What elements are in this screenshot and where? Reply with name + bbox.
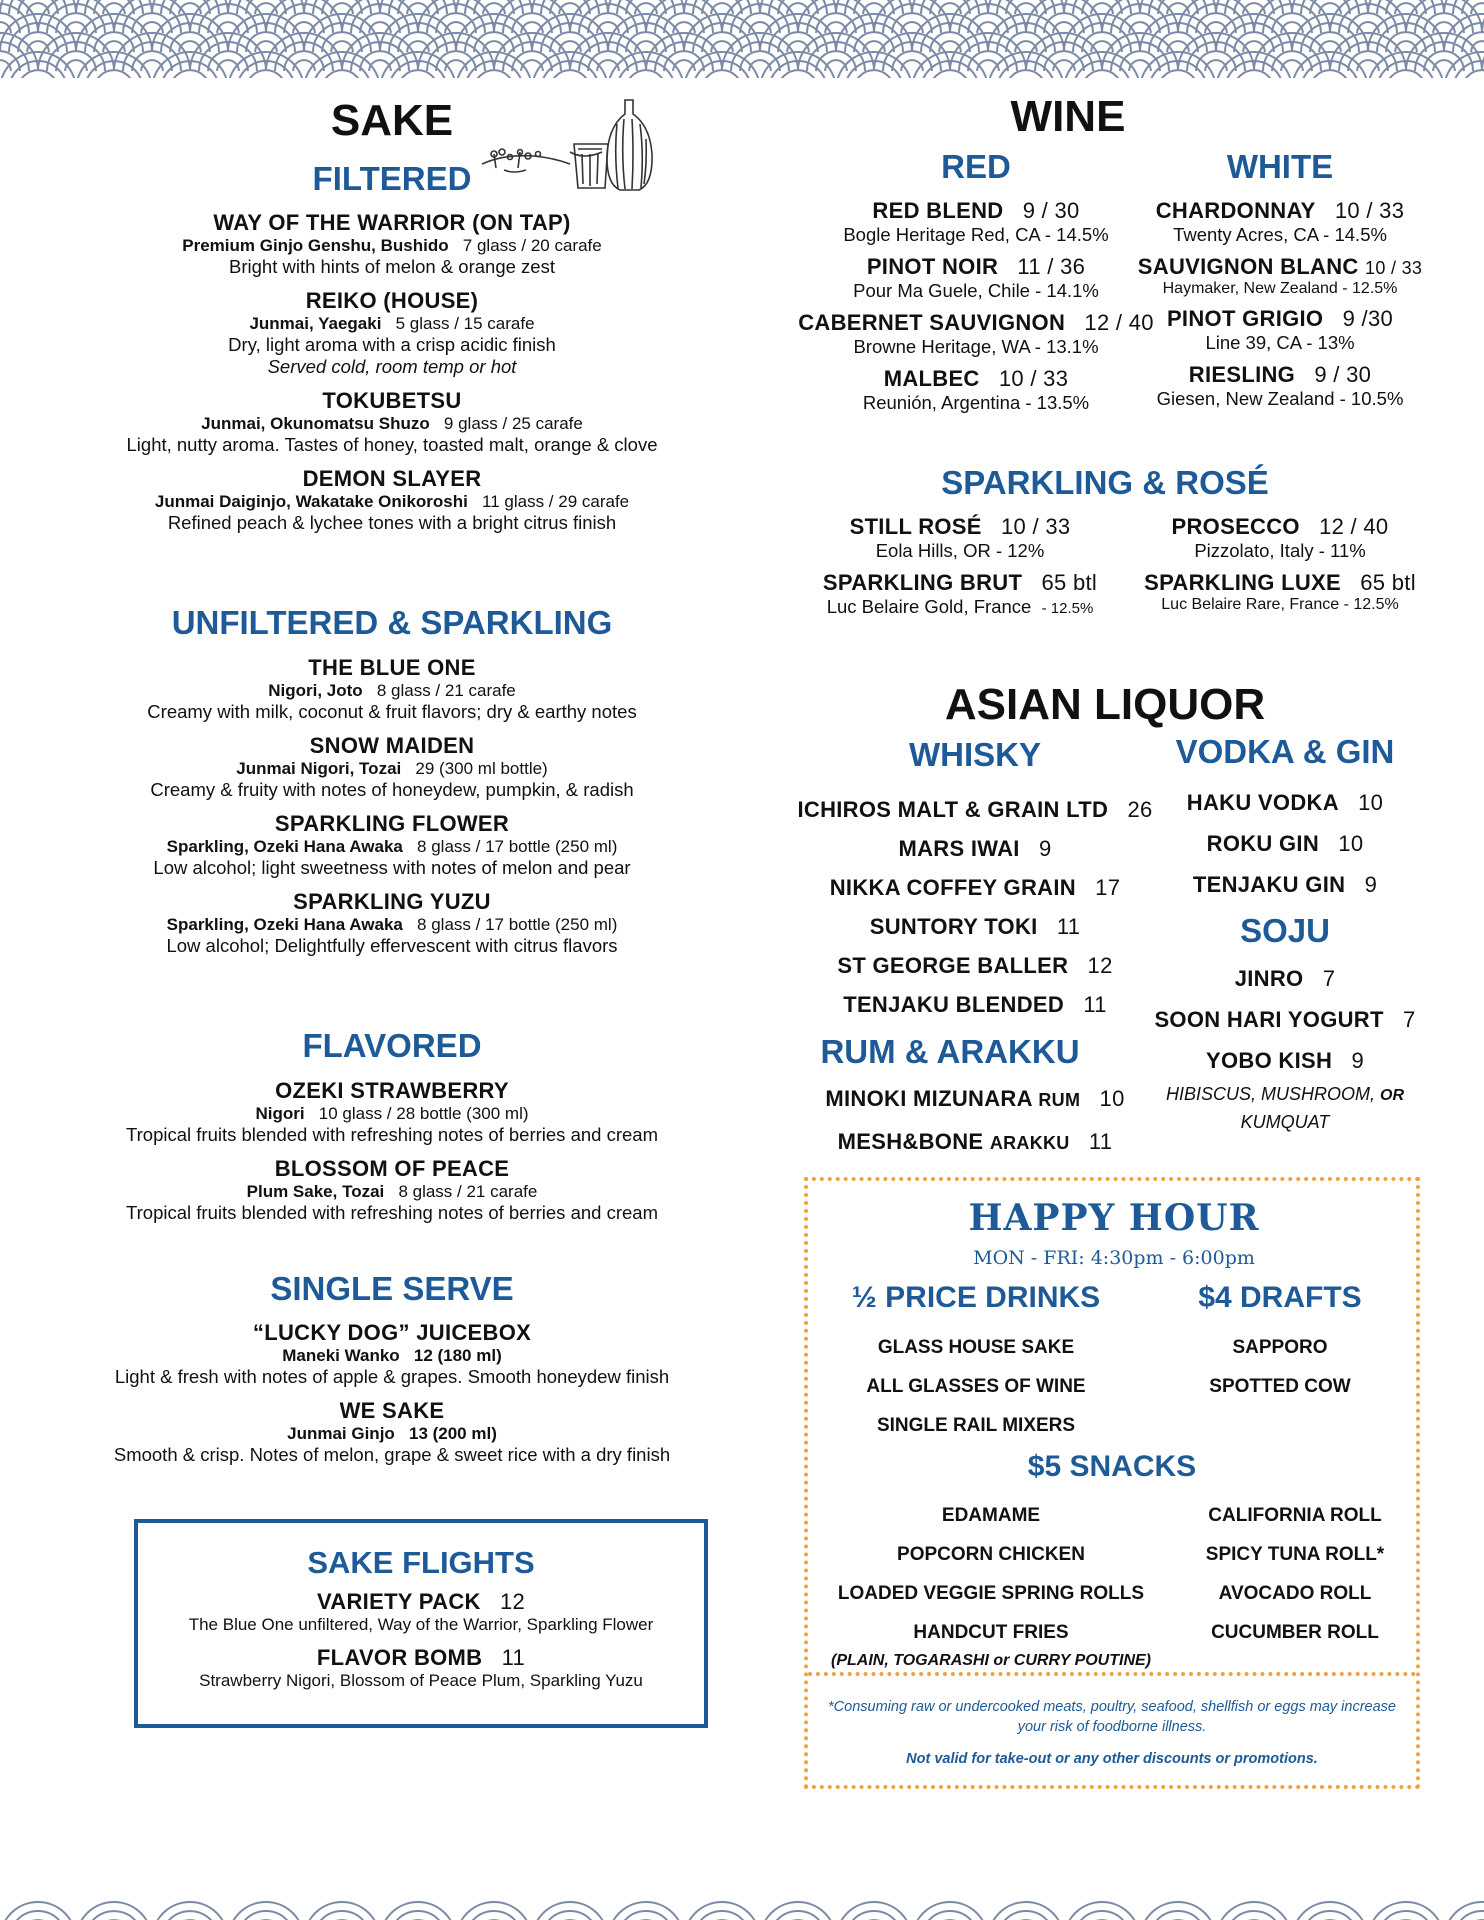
liquor-name: YOBO KISH bbox=[1206, 1048, 1333, 1073]
sake-item bbox=[92, 655, 692, 723]
wine-desc: Pour Ma Guele, Chile - 14.1% bbox=[853, 280, 1099, 301]
sake-item bbox=[72, 1398, 712, 1466]
liquor-price: 17 bbox=[1095, 875, 1121, 900]
item-name: SPARKLING YUZU bbox=[293, 889, 491, 914]
item-desc: Light & fresh with notes of apple & grapes. Smooth honeydew finish bbox=[114, 1366, 670, 1387]
not-valid-note: Not valid for take-out or any other discounts or promotions. bbox=[906, 1751, 1318, 1767]
liquor-name: JINRO bbox=[1234, 966, 1304, 991]
liquor-price: 11 bbox=[1088, 1129, 1113, 1154]
item-name: TOKUBETSU bbox=[322, 388, 462, 413]
sake-bottle-icon bbox=[474, 94, 656, 194]
sake-item bbox=[92, 1078, 692, 1146]
white-list bbox=[1120, 198, 1440, 410]
soju-list bbox=[1150, 958, 1420, 1135]
single-serve-heading: SINGLE SERVE bbox=[270, 1270, 514, 1307]
liquor-type: ARAKKU bbox=[989, 1133, 1070, 1153]
wave-pattern-top bbox=[0, 0, 1484, 78]
wine-price: 9 /30 bbox=[1342, 306, 1394, 331]
sake-item bbox=[92, 811, 692, 879]
wine-desc: Eola Hills, OR - 12% bbox=[875, 540, 1045, 561]
liquor-item bbox=[1150, 782, 1420, 823]
wine-item bbox=[776, 366, 1176, 414]
item-type: Premium Ginjo Genshu, Bushido bbox=[182, 236, 449, 255]
wine-item bbox=[800, 570, 1120, 618]
item-desc: Dry, light aroma with a crisp acidic finish bbox=[228, 334, 556, 355]
soju-flavors-or: OR bbox=[1380, 1087, 1405, 1104]
snacks-heading: $5 SNACKS bbox=[1027, 1450, 1197, 1483]
wine-desc: Giesen, New Zealand - 10.5% bbox=[1156, 388, 1404, 409]
wine-price: 10 / 33 bbox=[1334, 198, 1405, 223]
flavored-list bbox=[92, 1078, 692, 1224]
liquor-name: ROKU GIN bbox=[1206, 831, 1320, 856]
hh-snack: POPCORN CHICKEN bbox=[897, 1544, 1085, 1565]
hh-snack: CALIFORNIA ROLL bbox=[1208, 1505, 1382, 1526]
flight-item bbox=[138, 1589, 704, 1635]
flavored-heading: FLAVORED bbox=[302, 1027, 482, 1064]
wine-desc: Twenty Acres, CA - 14.5% bbox=[1173, 224, 1387, 245]
item-type: Nigori, Joto bbox=[268, 681, 363, 700]
soju-flavors bbox=[1150, 1081, 1420, 1135]
happy-hour-title: HAPPY HOUR bbox=[968, 1197, 1260, 1239]
sake-item bbox=[92, 288, 692, 378]
asian-liquor-title: ASIAN LIQUOR bbox=[944, 680, 1266, 729]
wine-price: 10 / 33 bbox=[998, 366, 1069, 391]
wine-item bbox=[776, 198, 1176, 246]
wine-name: STILL ROSÉ bbox=[849, 514, 982, 539]
soju-flavors-a: HIBISCUS, MUSHROOM, bbox=[1165, 1084, 1375, 1104]
liquor-name: MESH&BONE bbox=[837, 1129, 984, 1154]
liquor-item bbox=[790, 790, 1160, 829]
wine-desc: Reunión, Argentina - 13.5% bbox=[862, 392, 1090, 413]
red-list bbox=[776, 198, 1176, 414]
sake-item bbox=[92, 388, 692, 456]
liquor-name: HAKU VODKA bbox=[1186, 790, 1339, 815]
flight-desc: Strawberry Nigori, Blossom of Peace Plum, Sparkling Yuzu bbox=[199, 1671, 643, 1690]
wine-desc: Pizzolato, Italy - 11% bbox=[1194, 540, 1366, 561]
whisky-heading: WHISKY bbox=[909, 736, 1041, 773]
item-desc: Refined peach & lychee tones with a bright citrus finish bbox=[167, 512, 617, 533]
item-type: Junmai, Okunomatsu Shuzo bbox=[201, 414, 430, 433]
item-desc: Tropical fruits blended with refreshing notes of berries and cream bbox=[126, 1124, 658, 1145]
wine-item bbox=[1130, 514, 1430, 562]
hh-snack: HANDCUT FRIES bbox=[913, 1622, 1069, 1643]
sparkling-left-list bbox=[800, 514, 1120, 618]
vodka-gin-heading: VODKA & GIN bbox=[1175, 733, 1395, 770]
item-desc: Tropical fruits blended with refreshing notes of berries and cream bbox=[126, 1202, 658, 1223]
unfiltered-heading: UNFILTERED & SPARKLING bbox=[171, 604, 613, 641]
item-type: Plum Sake, Tozai bbox=[246, 1182, 385, 1201]
white-heading: WHITE bbox=[1226, 148, 1334, 185]
liquor-name: MINOKI MIZUNARA bbox=[825, 1086, 1032, 1111]
wine-title: WINE bbox=[1010, 92, 1126, 141]
liquor-name: TENJAKU GIN bbox=[1192, 872, 1346, 897]
liquor-name: SOON HARI YOGURT bbox=[1154, 1007, 1384, 1032]
hh-snack: SPICY TUNA ROLL* bbox=[1205, 1544, 1385, 1565]
wine-desc: Browne Heritage, WA - 13.1% bbox=[853, 336, 1099, 357]
liquor-item bbox=[790, 829, 1160, 868]
item-price: 11 glass / 29 carafe bbox=[482, 492, 630, 511]
liquor-price: 11 bbox=[1083, 992, 1107, 1017]
soju-flavors-b: KUMQUAT bbox=[1240, 1112, 1330, 1132]
liquor-item bbox=[1150, 999, 1420, 1040]
wine-item bbox=[1130, 570, 1430, 614]
item-price: 12 (180 ml) bbox=[413, 1346, 502, 1365]
flight-price: 12 bbox=[499, 1589, 526, 1614]
item-type: Sparkling, Ozeki Hana Awaka bbox=[166, 837, 403, 856]
item-desc-note: Served cold, room temp or hot bbox=[267, 356, 517, 377]
half-price-list bbox=[826, 1328, 1126, 1445]
sake-item bbox=[92, 733, 692, 801]
wine-desc: Luc Belaire Rare, France - 12.5% bbox=[1161, 596, 1399, 613]
item-price: 29 (300 ml bottle) bbox=[415, 759, 548, 778]
sparkling-rose-heading: SPARKLING & ROSÉ bbox=[941, 464, 1269, 501]
fries-note: (PLAIN, TOGARASHI or CURRY POUTINE) bbox=[830, 1652, 1152, 1669]
drafts-list bbox=[1150, 1328, 1410, 1406]
filtered-list bbox=[92, 210, 692, 534]
hh-item: ALL GLASSES OF WINE bbox=[866, 1376, 1086, 1397]
item-type: Sparkling, Ozeki Hana Awaka bbox=[166, 915, 403, 934]
item-name: REIKO (HOUSE) bbox=[305, 288, 479, 313]
wine-name: CABERNET SAUVIGNON bbox=[798, 310, 1066, 335]
flight-item bbox=[138, 1645, 704, 1691]
rum-list bbox=[790, 1078, 1160, 1164]
liquor-price: 7 bbox=[1403, 1007, 1416, 1032]
wine-item bbox=[776, 310, 1176, 358]
wine-price: 10 / 33 bbox=[1365, 258, 1423, 278]
liquor-item bbox=[790, 907, 1160, 946]
wine-name: PROSECCO bbox=[1171, 514, 1300, 539]
wine-price: 65 btl bbox=[1360, 570, 1416, 595]
foodborne-disclaimer: *Consuming raw or undercooked meats, poultry, seafood, shellfish or eggs may increase your risk of foodborne illness. bbox=[828, 1699, 1396, 1735]
wine-name: RED BLEND bbox=[872, 198, 1004, 223]
item-name: “LUCKY DOG” JUICEBOX bbox=[252, 1320, 532, 1345]
liquor-item bbox=[790, 946, 1160, 985]
happy-hour-divider bbox=[808, 1672, 1416, 1676]
item-name: WE SAKE bbox=[339, 1398, 445, 1423]
wine-name: SAUVIGNON BLANC bbox=[1137, 254, 1359, 279]
item-price: 8 glass / 17 bottle (250 ml) bbox=[417, 837, 618, 856]
hh-snack: CUCUMBER ROLL bbox=[1211, 1622, 1379, 1643]
item-desc: Low alcohol; light sweetness with notes of melon and pear bbox=[153, 857, 631, 878]
red-heading: RED bbox=[941, 148, 1011, 185]
wine-price: 10 / 33 bbox=[1001, 514, 1071, 539]
whisky-list bbox=[790, 790, 1160, 1024]
liquor-item bbox=[790, 868, 1160, 907]
sake-flights-box bbox=[134, 1519, 708, 1728]
wine-price: 11 / 36 bbox=[1017, 254, 1086, 279]
liquor-item bbox=[1150, 864, 1420, 905]
item-type: Nigori bbox=[255, 1104, 305, 1123]
liquor-price: 7 bbox=[1322, 966, 1336, 991]
hh-item: SAPPORO bbox=[1232, 1337, 1328, 1358]
wine-name: RIESLING bbox=[1188, 362, 1296, 387]
flight-name: FLAVOR BOMB bbox=[316, 1645, 483, 1670]
item-desc: Bright with hints of melon & orange zest bbox=[229, 256, 555, 277]
item-price: 8 glass / 21 carafe bbox=[376, 681, 516, 700]
sake-item bbox=[72, 1320, 712, 1388]
liquor-name: MARS IWAI bbox=[898, 836, 1020, 861]
hh-snack: LOADED VEGGIE SPRING ROLLS bbox=[837, 1583, 1145, 1604]
liquor-item bbox=[790, 1078, 1160, 1121]
liquor-price: 10 bbox=[1099, 1086, 1125, 1111]
liquor-price: 10 bbox=[1338, 831, 1364, 856]
flight-name: VARIETY PACK bbox=[316, 1589, 481, 1614]
item-price: 7 glass / 20 carafe bbox=[462, 236, 602, 255]
item-desc: Low alcohol; Delightfully effervescent with citrus flavors bbox=[166, 935, 618, 956]
half-price-heading: ½ PRICE DRINKS bbox=[851, 1281, 1101, 1314]
item-desc: Creamy & fruity with notes of honeydew, pumpkin, & radish bbox=[150, 779, 634, 800]
happy-hour-days: MON - FRI: 4:30pm - 6:00pm bbox=[973, 1247, 1255, 1269]
liquor-type: RUM bbox=[1038, 1090, 1081, 1110]
sake-item bbox=[92, 889, 692, 957]
liquor-name: SUNTORY TOKI bbox=[869, 914, 1038, 939]
sake-title: SAKE bbox=[330, 96, 454, 145]
liquor-price: 9 bbox=[1351, 1048, 1364, 1073]
hh-item: SINGLE RAIL MIXERS bbox=[876, 1415, 1076, 1436]
sparkling-right-list bbox=[1130, 514, 1430, 614]
wine-item bbox=[1120, 198, 1440, 246]
wine-price: 12 / 40 bbox=[1319, 514, 1389, 539]
sake-item bbox=[92, 466, 692, 534]
item-type: Junmai Ginjo bbox=[287, 1424, 395, 1443]
hh-item: SPOTTED COW bbox=[1209, 1376, 1351, 1397]
rum-heading: RUM & ARAKKU bbox=[820, 1033, 1080, 1070]
liquor-name: ST GEORGE BALLER bbox=[837, 953, 1069, 978]
liquor-price: 26 bbox=[1127, 797, 1153, 822]
liquor-name: TENJAKU BLENDED bbox=[843, 992, 1065, 1017]
item-desc: Light, nutty aroma. Tastes of honey, toasted malt, orange & clove bbox=[126, 434, 658, 455]
wine-desc: Luc Belaire Gold, France bbox=[826, 596, 1032, 617]
wine-price: 9 / 30 bbox=[1314, 362, 1372, 387]
item-price: 5 glass / 15 carafe bbox=[395, 314, 535, 333]
wine-item bbox=[776, 254, 1176, 302]
liquor-name: NIKKA COFFEY GRAIN bbox=[829, 875, 1076, 900]
wine-name: PINOT GRIGIO bbox=[1166, 306, 1324, 331]
item-price: 10 glass / 28 bottle (300 ml) bbox=[318, 1104, 529, 1123]
drafts-heading: $4 DRAFTS bbox=[1198, 1281, 1362, 1314]
filtered-heading: FILTERED bbox=[312, 160, 472, 197]
wine-name: MALBEC bbox=[883, 366, 980, 391]
wine-name: PINOT NOIR bbox=[866, 254, 999, 279]
wine-item bbox=[1120, 254, 1440, 298]
wine-price: 9 / 30 bbox=[1022, 198, 1080, 223]
unfiltered-list bbox=[92, 655, 692, 957]
flight-price: 11 bbox=[501, 1645, 526, 1670]
liquor-price: 9 bbox=[1364, 872, 1378, 897]
liquor-price: 9 bbox=[1038, 836, 1052, 861]
item-name: WAY OF THE WARRIOR (ON TAP) bbox=[213, 210, 571, 235]
sake-flights-heading: SAKE FLIGHTS bbox=[307, 1545, 535, 1580]
item-name: BLOSSOM OF PEACE bbox=[274, 1156, 510, 1181]
wine-abv: - 12.5% bbox=[1041, 600, 1094, 617]
item-type: Maneki Wanko bbox=[282, 1346, 400, 1365]
sake-item bbox=[92, 210, 692, 278]
wine-desc: Haymaker, New Zealand - 12.5% bbox=[1162, 280, 1398, 297]
liquor-name: ICHIROS MALT & GRAIN LTD bbox=[797, 797, 1109, 822]
wine-price: 65 btl bbox=[1041, 570, 1098, 595]
item-desc: Creamy with milk, coconut & fruit flavors; dry & earthy notes bbox=[147, 701, 637, 722]
item-price: 13 (200 ml) bbox=[408, 1424, 497, 1443]
wine-item bbox=[1120, 362, 1440, 410]
item-name: THE BLUE ONE bbox=[308, 655, 476, 680]
wine-item bbox=[800, 514, 1120, 562]
snacks-right-list bbox=[1170, 1496, 1420, 1652]
item-type: Junmai, Yaegaki bbox=[249, 314, 382, 333]
wave-pattern-bottom bbox=[0, 1900, 1484, 1920]
liquor-item bbox=[1150, 958, 1420, 999]
hh-snack: EDAMAME bbox=[941, 1505, 1041, 1526]
liquor-price: 11 bbox=[1056, 914, 1081, 939]
item-price: 8 glass / 21 carafe bbox=[398, 1182, 538, 1201]
liquor-item bbox=[1150, 1040, 1420, 1081]
item-price: 9 glass / 25 carafe bbox=[443, 414, 583, 433]
liquor-price: 12 bbox=[1087, 953, 1113, 978]
snacks-left-list bbox=[826, 1496, 1156, 1670]
item-type: Junmai Nigori, Tozai bbox=[236, 759, 402, 778]
wine-name: SPARKLING LUXE bbox=[1144, 570, 1342, 595]
liquor-item bbox=[1150, 823, 1420, 864]
soju-heading: SOJU bbox=[1240, 912, 1330, 949]
item-price: 8 glass / 17 bottle (250 ml) bbox=[417, 915, 618, 934]
wine-name: SPARKLING BRUT bbox=[822, 570, 1023, 595]
hh-snack: AVOCADO ROLL bbox=[1218, 1583, 1372, 1604]
item-name: SNOW MAIDEN bbox=[309, 733, 475, 758]
item-name: OZEKI STRAWBERRY bbox=[275, 1078, 509, 1103]
liquor-item bbox=[790, 985, 1160, 1024]
flight-desc: The Blue One unfiltered, Way of the Warrior, Sparkling Flower bbox=[188, 1615, 654, 1634]
wine-desc: Bogle Heritage Red, CA - 14.5% bbox=[843, 224, 1109, 245]
sake-item bbox=[92, 1156, 692, 1224]
item-name: SPARKLING FLOWER bbox=[274, 811, 510, 836]
hh-item: GLASS HOUSE SAKE bbox=[877, 1337, 1075, 1358]
item-desc: Smooth & crisp. Notes of melon, grape & sweet rice with a dry finish bbox=[113, 1444, 671, 1465]
wine-desc: Line 39, CA - 13% bbox=[1205, 332, 1355, 353]
wine-item bbox=[1120, 306, 1440, 354]
liquor-item bbox=[790, 1121, 1160, 1164]
vodka-list bbox=[1150, 782, 1420, 905]
item-name: DEMON SLAYER bbox=[302, 466, 482, 491]
wine-price: 12 / 40 bbox=[1084, 310, 1154, 335]
wine-name: CHARDONNAY bbox=[1155, 198, 1316, 223]
item-type: Junmai Daiginjo, Wakatake Onikoroshi bbox=[154, 492, 468, 511]
liquor-price: 10 bbox=[1358, 790, 1384, 815]
single-serve-list bbox=[72, 1320, 712, 1466]
